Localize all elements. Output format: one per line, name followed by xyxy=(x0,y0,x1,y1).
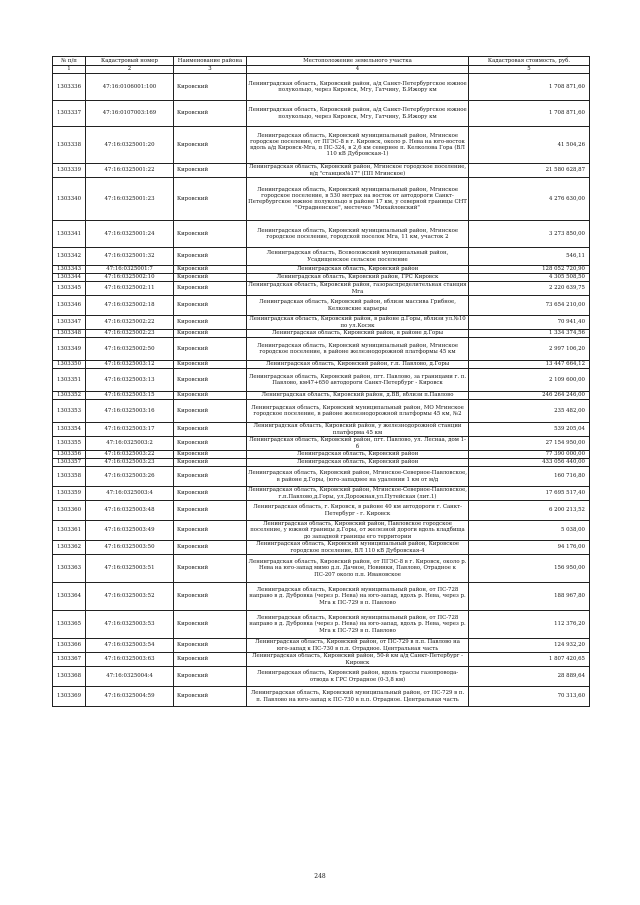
location: Ленинградская область, Кировский муниципальный район, Мгинское городское поселение, в 530 метрах на восток от автодороги Санкт-Петербургское южное полукольцо в районе 17 км, у северной границы СНТ "Отрадненское", местечко "Михайловский" xyxy=(247,178,469,221)
cadastral-value: 21 580 628,87 xyxy=(469,164,590,178)
row-number: 1303365 xyxy=(53,611,86,639)
cadastral-value: 4 276 630,00 xyxy=(469,178,590,221)
cadastral-number: 47:16:0325001:23 xyxy=(86,178,174,221)
district-name: Кировский xyxy=(174,583,247,611)
cadastral-value: 70 941,40 xyxy=(469,316,590,330)
row-number: 1303341 xyxy=(53,221,86,248)
cadastral-value: 160 716,80 xyxy=(469,467,590,487)
district-name: Кировский xyxy=(174,555,247,583)
cadastral-value: 1 708 871,60 xyxy=(469,74,590,101)
header-row xyxy=(53,57,590,66)
row-number: 1303368 xyxy=(53,667,86,687)
location: Ленинградская область, Кировский район, Павловское городское поселение, у южной границы д.Горы, от железной дороги вдоль кладбища до западной границы его территории xyxy=(247,521,469,541)
district-name: Кировский xyxy=(174,369,247,392)
cadastral-number: 47:16:0325001:7 xyxy=(86,266,174,274)
column-index-row xyxy=(53,66,590,74)
location: Ленинградская область, Кировский муниципальный район, Мгинское городское поселение, от ПГЭС-8 в г. Кировск, около р. Нева на юго-восток вдоль а/д Кировск-Мга, п ПС-324, в 2,6 км севернее п. Келколова Гора (ВЛ 110 кВ Дубровская-1) xyxy=(247,127,469,164)
location: Ленинградская область, Кировский район, у железнодорожной станции платформа 45 км xyxy=(247,423,469,437)
table-row xyxy=(53,330,590,338)
cadastral-number: 47:16:0325003:12 xyxy=(86,361,174,369)
location: Ленинградская область, Кировский муниципальный район, Кировское городское поселение, ВЛ 110 кВ Дубровская-4 xyxy=(247,541,469,555)
table-row xyxy=(53,164,590,178)
cadastral-number: 47:16:0325003:51 xyxy=(86,555,174,583)
header-district: Наименование района xyxy=(174,57,247,66)
row-number: 1303336 xyxy=(53,74,86,101)
cadastral-number: 47:16:0325004:4 xyxy=(86,667,174,687)
cadastral-number: 47:16:0325003:54 xyxy=(86,639,174,653)
district-name: Кировский xyxy=(174,653,247,667)
cadastral-number: 47:16:0325002:22 xyxy=(86,316,174,330)
district-name: Кировский xyxy=(174,74,247,101)
cadastral-value: 13 447 664,12 xyxy=(469,361,590,369)
district-name: Кировский xyxy=(174,467,247,487)
row-number: 1303340 xyxy=(53,178,86,221)
district-name: Кировский xyxy=(174,437,247,451)
column-index: 5 xyxy=(469,66,590,74)
cadastral-number: 47:16:0325003:15 xyxy=(86,392,174,400)
cadastral-value: 5 038,00 xyxy=(469,521,590,541)
table-row xyxy=(53,667,590,687)
district-name: Кировский xyxy=(174,361,247,369)
table-row xyxy=(53,437,590,451)
location: Ленинградская область, Кировский муниципальный район, от ПС-728 направо в д. Дубровка (через р. Нева) на юго-запад, вдоль р. Нева, через р. Мга к ПС-729 в п. Павлово xyxy=(247,583,469,611)
location: Ленинградская область, Кировский район, 50-й км а/д Санкт-Петербург - Кировск xyxy=(247,653,469,667)
cadastral-value: 235 482,00 xyxy=(469,400,590,423)
location: Ленинградская область, Кировский муниципальный район, Мгинское городское поселение, городской поселок Мга, 11 км, участок 2 xyxy=(247,221,469,248)
district-name: Кировский xyxy=(174,316,247,330)
table-row xyxy=(53,316,590,330)
location: Ленинградская область, Кировский район, Мгинское-Северное-Павловское, в районе д.Горы, (юго-западнее на удалении 1 км от м/д xyxy=(247,467,469,487)
row-number: 1303353 xyxy=(53,400,86,423)
cadastral-value: 2 109 600,00 xyxy=(469,369,590,392)
row-number: 1303362 xyxy=(53,541,86,555)
cadastral-number: 47:16:0325001:32 xyxy=(86,248,174,266)
cadastral-value: 27 154 950,00 xyxy=(469,437,590,451)
cadastral-number: 47:16:0325002:18 xyxy=(86,296,174,316)
row-number: 1303358 xyxy=(53,467,86,487)
cadastral-number: 47:16:0325003:17 xyxy=(86,423,174,437)
row-number: 1303367 xyxy=(53,653,86,667)
table-row xyxy=(53,555,590,583)
cadastral-value: 94 176,00 xyxy=(469,541,590,555)
table-row xyxy=(53,127,590,164)
cadastral-number: 47:16:0325002:10 xyxy=(86,274,174,282)
cadastral-value: 546,11 xyxy=(469,248,590,266)
cadastral-number: 47:16:0325004:59 xyxy=(86,687,174,707)
cadastral-value: 246 264 246,00 xyxy=(469,392,590,400)
table-row xyxy=(53,361,590,369)
district-name: Кировский xyxy=(174,221,247,248)
row-number: 1303339 xyxy=(53,164,86,178)
district-name: Кировский xyxy=(174,178,247,221)
row-number: 1303344 xyxy=(53,274,86,282)
district-name: Кировский xyxy=(174,338,247,361)
row-number: 1303369 xyxy=(53,687,86,707)
table-row xyxy=(53,266,590,274)
table-row xyxy=(53,583,590,611)
location: Ленинградская область, Кировский район, в районе д.Горы xyxy=(247,330,469,338)
cadastral-number: 47:16:0325003:4 xyxy=(86,487,174,501)
district-name: Кировский xyxy=(174,423,247,437)
row-number: 1303357 xyxy=(53,459,86,467)
column-index: 2 xyxy=(86,66,174,74)
cadastral-value: 73 654 210,00 xyxy=(469,296,590,316)
table-row xyxy=(53,369,590,392)
cadastral-value: 28 889,64 xyxy=(469,667,590,687)
district-name: Кировский xyxy=(174,667,247,687)
table-row xyxy=(53,639,590,653)
cadastral-number: 47:16:0325003:2 xyxy=(86,437,174,451)
cadastral-value-table xyxy=(52,56,590,707)
row-number: 1303359 xyxy=(53,487,86,501)
cadastral-value: 4 305 508,50 xyxy=(469,274,590,282)
column-index: 1 xyxy=(53,66,86,74)
table-row xyxy=(53,611,590,639)
cadastral-value: 3 273 850,00 xyxy=(469,221,590,248)
column-index: 4 xyxy=(247,66,469,74)
cadastral-number: 47:16:0325003:53 xyxy=(86,611,174,639)
cadastral-value: 41 504,26 xyxy=(469,127,590,164)
district-name: Кировский xyxy=(174,459,247,467)
cadastral-number: 47:16:0325003:26 xyxy=(86,467,174,487)
table-row xyxy=(53,459,590,467)
location: Ленинградская область, Кировский район, Мгинское городское поселение, в/д "станция№17" (ПП Мгинское) xyxy=(247,164,469,178)
table-row xyxy=(53,400,590,423)
district-name: Кировский xyxy=(174,248,247,266)
table-row xyxy=(53,487,590,501)
cadastral-number: 47:16:0325002:50 xyxy=(86,338,174,361)
table-row xyxy=(53,101,590,127)
row-number: 1303354 xyxy=(53,423,86,437)
district-name: Кировский xyxy=(174,639,247,653)
location: Ленинградская область, Кировский район xyxy=(247,459,469,467)
cadastral-number: 47:16:0325003:52 xyxy=(86,583,174,611)
district-name: Кировский xyxy=(174,296,247,316)
cadastral-number: 47:16:0325002:11 xyxy=(86,282,174,296)
location: Ленинградская область, Кировский район, вдоль трассы газопровода-отвода к ГРС Отрадное (0-3,8 км) xyxy=(247,667,469,687)
cadastral-value: 128 052 720,90 xyxy=(469,266,590,274)
table-body xyxy=(53,74,590,707)
row-number: 1303364 xyxy=(53,583,86,611)
cadastral-number: 47:16:0325003:23 xyxy=(86,459,174,467)
row-number: 1303351 xyxy=(53,369,86,392)
district-name: Кировский xyxy=(174,266,247,274)
cadastral-value: 124 932,20 xyxy=(469,639,590,653)
row-number: 1303345 xyxy=(53,282,86,296)
cadastral-value: 539 205,04 xyxy=(469,423,590,437)
location: Ленинградская область, Кировский район, а/д Санкт-Петербургское южное полукольцо, через Кировск, Мгу, Гатчину, Б.Ижору км xyxy=(247,101,469,127)
cadastral-value: 6 200 213,52 xyxy=(469,501,590,521)
cadastral-value: 2 997 106,20 xyxy=(469,338,590,361)
cadastral-value: 188 967,80 xyxy=(469,583,590,611)
district-name: Кировский xyxy=(174,400,247,423)
cadastral-number: 47:16:0325001:22 xyxy=(86,164,174,178)
district-name: Кировский xyxy=(174,521,247,541)
cadastral-number: 47:16:0325003:22 xyxy=(86,451,174,459)
district-name: Кировский xyxy=(174,392,247,400)
location: Ленинградская область, Всеволожский муниципальный район, Усадищенское сельское поселение xyxy=(247,248,469,266)
location: Ленинградская область, Кировский район xyxy=(247,451,469,459)
location: Ленинградская область, Кировский район, от ПГЭС-8 в г. Кировск, около р. Нева на юго-запад мимо д.п. Дачное, Новинки, Павлово, Отрадное к ПС-207 около п.п. Ивановское xyxy=(247,555,469,583)
location: Ленинградская область, Кировский муниципальный район, от ПС-729 в п. п. Павлово на юго-запад к ПС-730 в п.п. Отрадное. Центральная часть xyxy=(247,687,469,707)
cadastral-number: 47:16:0325003:16 xyxy=(86,400,174,423)
cadastral-number: 47:16:0325001:20 xyxy=(86,127,174,164)
row-number: 1303346 xyxy=(53,296,86,316)
cadastral-number: 47:16:0325002:23 xyxy=(86,330,174,338)
table-row xyxy=(53,541,590,555)
location: Ленинградская область, Кировский район, пгт. Павлово, ул. Леснаа, дом 1-б xyxy=(247,437,469,451)
table-row xyxy=(53,521,590,541)
table-row xyxy=(53,296,590,316)
district-name: Кировский xyxy=(174,330,247,338)
table-row xyxy=(53,274,590,282)
location: Ленинградская область, Кировский район, Мгинское-Северное-Павловское, г.п.Павлово,д.Горы, ул.Дорожная,ул.Путейская (лит.1) xyxy=(248,487,467,500)
location: Ленинградская область, Кировский район, от ПС-729 в п.п. Павлово на юго-запад к ПС-730 в п.п. Отрадное. Центральная часть xyxy=(247,639,469,653)
cadastral-value: 433 056 440,00 xyxy=(469,459,590,467)
location: Ленинградская область, Кировский район, пгт. Павлово, за границами г. п. Павлово, км47+650 автодороги Санкт-Петербург - Кировск xyxy=(247,369,469,392)
district-name: Кировский xyxy=(174,687,247,707)
location: Ленинградская область, Кировский район, д.ВВ, вблизи п.Павлово xyxy=(247,392,469,400)
cadastral-number: 47:16:0325001:24 xyxy=(86,221,174,248)
table-row xyxy=(53,501,590,521)
cadastral-number: 47:16:0325003:50 xyxy=(86,541,174,555)
district-name: Кировский xyxy=(174,501,247,521)
row-number: 1303360 xyxy=(53,501,86,521)
table-row xyxy=(53,423,590,437)
location: Ленинградская область, Кировский район, г.п. Павлово, д.Горы xyxy=(247,361,469,369)
header-location: Местоположение земельного участка xyxy=(247,57,469,66)
table-row xyxy=(53,282,590,296)
row-number: 1303338 xyxy=(53,127,86,164)
table-row xyxy=(53,338,590,361)
district-name: Кировский xyxy=(174,451,247,459)
district-name: Кировский xyxy=(174,487,247,501)
district-name: Кировский xyxy=(174,164,247,178)
cadastral-value: 17 695 517,40 xyxy=(469,487,590,501)
cadastral-value: 2 220 639,75 xyxy=(469,282,590,296)
cadastral-table-sheet xyxy=(52,56,589,707)
header-cadastral-number: Кадастровый номер xyxy=(86,57,174,66)
location: Ленинградская область, Кировский район xyxy=(247,266,469,274)
table-row xyxy=(53,221,590,248)
location: Ленинградская область, Кировский муниципальный район, Мгинское городское поселение, в районе железнодорожной платформы 45 км xyxy=(247,338,469,361)
cadastral-number: 47:16:0325003:13 xyxy=(86,369,174,392)
location: Ленинградская область, Кировский район, в районе д.Горы, вблизи ул.№10 по ул.Косяк xyxy=(247,316,469,330)
cadastral-number: 47:16:0325003:48 xyxy=(86,501,174,521)
district-name: Кировский xyxy=(174,274,247,282)
location: Ленинградская область, Кировский район, газораспределительная станция Мга xyxy=(248,282,467,295)
location: Ленинградская область, Кировский район, ГРС Кировск xyxy=(247,274,469,282)
row-number: 1303361 xyxy=(53,521,86,541)
cadastral-number: 47:16:0325003:63 xyxy=(86,653,174,667)
column-index: 3 xyxy=(174,66,247,74)
district-name: Кировский xyxy=(174,101,247,127)
row-number: 1303363 xyxy=(53,555,86,583)
page-number: 248 xyxy=(314,873,326,880)
row-number: 1303343 xyxy=(53,266,86,274)
row-number: 1303337 xyxy=(53,101,86,127)
cadastral-value: 77 390 000,00 xyxy=(469,451,590,459)
location: Ленинградская область, Кировский муниципальный район, от ПС-728 направо в д. Дубровка (через р. Нева) на юго-запад, вдоль р. Нева, через р. Мга к ПС-729 в п. Павлово xyxy=(247,611,469,639)
cadastral-value: 112 376,20 xyxy=(469,611,590,639)
cadastral-number: 47:16:0106001:100 xyxy=(86,74,174,101)
row-number: 1303355 xyxy=(53,437,86,451)
header-cadastral-value: Кадастровая стоимость, руб. xyxy=(469,57,590,66)
cadastral-number: 47:16:0107003:169 xyxy=(86,101,174,127)
row-number: 1303342 xyxy=(53,248,86,266)
table-row xyxy=(53,451,590,459)
row-number: 1303366 xyxy=(53,639,86,653)
location: Ленинградская область, Кировский муниципальный район, МО Мгинское городское поселение, в районе железнодорожной платформы 45 км, №2 xyxy=(247,400,469,423)
district-name: Кировский xyxy=(174,541,247,555)
district-name: Кировский xyxy=(174,127,247,164)
row-number: 1303356 xyxy=(53,451,86,459)
cadastral-value: 70 313,60 xyxy=(469,687,590,707)
table-row xyxy=(53,178,590,221)
location: Ленинградская область, г. Кировск, в районе 40 км автодороги г. Санкт-Петербург - г. Кировск xyxy=(247,501,469,521)
cadastral-value: 156 950,00 xyxy=(469,555,590,583)
cadastral-value: 1 708 871,60 xyxy=(469,101,590,127)
location: Ленинградская область, Кировский район, вблизи массива Грибное, Келковские карьеры xyxy=(247,296,469,316)
row-number: 1303352 xyxy=(53,392,86,400)
table-row xyxy=(53,653,590,667)
row-number: 1303350 xyxy=(53,361,86,369)
cadastral-number: 47:16:0325003:49 xyxy=(86,521,174,541)
cadastral-value: 1 334 374,56 xyxy=(469,330,590,338)
row-number: 1303347 xyxy=(53,316,86,330)
row-number: 1303349 xyxy=(53,338,86,361)
table-row xyxy=(53,392,590,400)
header-number: № п/п xyxy=(53,57,86,66)
table-row xyxy=(53,248,590,266)
row-number: 1303348 xyxy=(53,330,86,338)
table-row xyxy=(53,74,590,101)
district-name: Кировский xyxy=(174,611,247,639)
cadastral-value: 1 807 420,65 xyxy=(469,653,590,667)
location: Ленинградская область, Кировский район, а/д Санкт-Петербургское южное полукольцо, через Кировск, Мгу, Гатчину, Б.Ижору км xyxy=(247,74,469,101)
table-row xyxy=(53,467,590,487)
table-row xyxy=(53,687,590,707)
district-name: Кировский xyxy=(174,282,247,296)
